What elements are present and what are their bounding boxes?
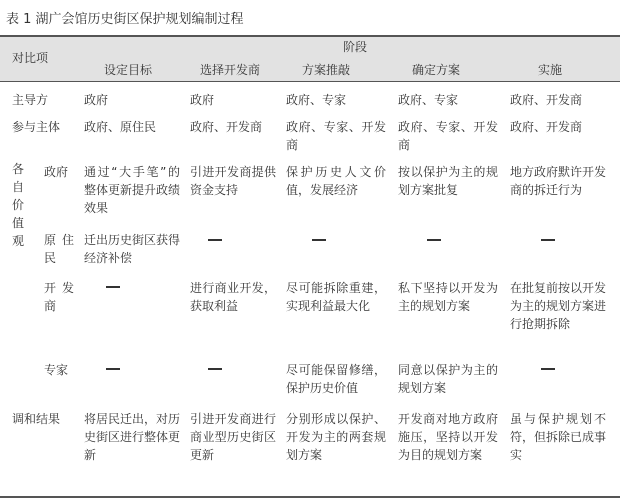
lead-cell-2: 政府 xyxy=(190,93,215,107)
values-label-char-4: 值 xyxy=(12,216,25,230)
expert-cell-3: 尽可能保留修缮，保护历史价值 xyxy=(286,363,386,395)
bottom-rule xyxy=(0,496,620,498)
expert-cell-4: 同意以保护为主的规划方案 xyxy=(398,363,498,395)
header-stage-2: 选择开发商 xyxy=(199,63,260,77)
values-label-government: 政府 xyxy=(44,165,69,179)
residents-cell-3-dash xyxy=(312,239,326,241)
participants-cell-2: 政府、开发商 xyxy=(190,120,263,134)
values-label-expert: 专家 xyxy=(44,363,69,377)
result-cell-4: 开发商对地方政府施压，坚持以开发为目的规划方案 xyxy=(398,412,498,462)
result-cell-2: 引进开发商进行商业型历史街区更新 xyxy=(190,412,276,462)
result-cell-1: 将居民迁出，对历史街区进行整体更新 xyxy=(84,412,181,462)
participants-cell-3: 政府、专家、开发商 xyxy=(286,120,386,152)
government-cell-1: 通过“大手笔”的整体更新提升政绩效果 xyxy=(84,165,181,215)
header-stage-1: 设定目标 xyxy=(103,63,152,77)
developer-cell-3: 尽可能拆除重建，实现利益最大化 xyxy=(286,281,386,313)
residents-cell-1: 迁出历史街区获得经济补偿 xyxy=(84,233,181,265)
government-cell-2: 引进开发商提供资金支持 xyxy=(190,165,276,197)
participants-cell-4: 政府、专家、开发商 xyxy=(398,120,498,152)
government-cell-5: 地方政府默许开发商的拆迁行为 xyxy=(510,165,607,197)
header-stage: 阶段 xyxy=(342,40,367,54)
header-compare: 对比项 xyxy=(12,51,49,65)
lead-cell-3: 政府、专家 xyxy=(286,93,347,107)
residents-cell-2-dash xyxy=(208,239,222,241)
residents-cell-5-dash xyxy=(541,239,555,241)
government-cell-3: 保护历史人文价值，发展经济 xyxy=(286,165,386,197)
lead-cell-5: 政府、开发商 xyxy=(510,93,583,107)
values-label-char-5: 观 xyxy=(12,234,25,248)
row-label-lead: 主导方 xyxy=(12,93,49,107)
developer-cell-2: 进行商业开发，获取利益 xyxy=(190,281,276,313)
table-caption: 表 1 湖广会馆历史街区保护规划编制过程 xyxy=(6,12,244,27)
values-label-char-3: 价 xyxy=(12,198,25,212)
header-rule xyxy=(0,81,620,82)
developer-cell-4: 私下坚持以开发为主的规划方案 xyxy=(398,281,498,313)
lead-cell-1: 政府 xyxy=(84,93,109,107)
row-label-participants: 参与主体 xyxy=(12,120,61,134)
row-label-result: 调和结果 xyxy=(12,412,61,426)
government-cell-4: 按以保护为主的规划方案批复 xyxy=(398,165,498,197)
participants-cell-5: 政府、开发商 xyxy=(510,120,583,134)
developer-cell-5: 在批复前按以开发为主的规划方案进行抢期拆除 xyxy=(510,281,607,331)
top-rule xyxy=(0,35,620,37)
values-label-developer: 开发商 xyxy=(44,281,74,313)
expert-cell-2-dash xyxy=(208,368,222,370)
expert-cell-5-dash xyxy=(541,368,555,370)
participants-cell-1: 政府、原住民 xyxy=(84,120,157,134)
lead-cell-4: 政府、专家 xyxy=(398,93,459,107)
result-cell-5: 虽与保护规划不符，但拆除已成事实 xyxy=(510,412,607,462)
values-label-char-2: 自 xyxy=(12,180,25,194)
residents-cell-4-dash xyxy=(427,239,441,241)
header-stage-4: 确定方案 xyxy=(411,63,460,77)
header-stage-5: 实施 xyxy=(537,63,562,77)
values-label-residents: 原住民 xyxy=(44,233,74,265)
expert-cell-1-dash xyxy=(106,368,120,370)
header-stage-3: 方案推敲 xyxy=(301,63,350,77)
values-label-char-1: 各 xyxy=(12,162,25,176)
developer-cell-1-dash xyxy=(106,286,120,288)
result-cell-3: 分别形成以保护、开发为主的两套规划方案 xyxy=(286,412,386,462)
